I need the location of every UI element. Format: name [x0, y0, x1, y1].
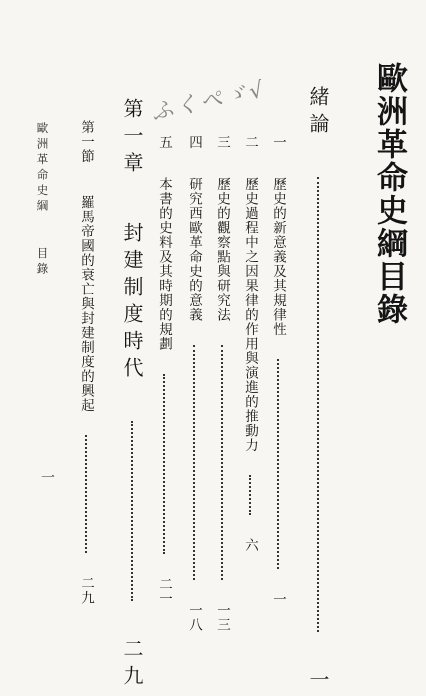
intro-page: 一	[306, 669, 330, 696]
leader-dots	[131, 421, 133, 601]
leader-dots	[193, 345, 195, 580]
running-title-column	[36, 122, 48, 278]
leader-dots	[85, 435, 87, 553]
handwritten-scribble: ふくぺゞ√	[149, 77, 269, 126]
section-1-page: 二九	[78, 576, 94, 605]
intro-item-4: 四 研究西歐革命史的意義 一八	[186, 135, 202, 632]
running-section-word: 目錄	[35, 247, 50, 278]
section-1-label: 第一節	[78, 120, 94, 164]
chapter-1-title: 封建制度時代	[120, 222, 144, 384]
running-title: 歐洲革命史綱	[35, 122, 50, 215]
leader-dots	[221, 345, 223, 580]
intro-item-5: 五 本書的史料及其時期的規劃 二一	[156, 135, 172, 606]
intro-heading-row	[308, 86, 328, 696]
chapter-1-page: 二九	[120, 638, 144, 692]
intro-item-2: 二 歷史過程中之因果律的作用與演進的推動力 六	[242, 135, 258, 553]
folio: 一	[39, 470, 55, 488]
intro-item-3: 三 歷史的觀察點與研究法 一三	[214, 135, 230, 632]
chapter-1-row	[122, 98, 142, 692]
book-title: 歐洲革命史綱目錄	[371, 62, 407, 326]
leader-dots	[277, 359, 279, 569]
leader-dots	[249, 475, 251, 515]
intro-heading: 緒論	[306, 86, 330, 140]
intro-item-1: 一 歷史的新意義及其規律性 一	[270, 135, 286, 607]
section-1-row	[79, 120, 93, 605]
chapter-1-label: 第一章	[120, 98, 144, 179]
leader-dots	[163, 374, 165, 554]
leader-dots	[317, 177, 319, 632]
section-1-text: 羅馬帝國的衰亡與封建制度的興起	[78, 194, 94, 412]
